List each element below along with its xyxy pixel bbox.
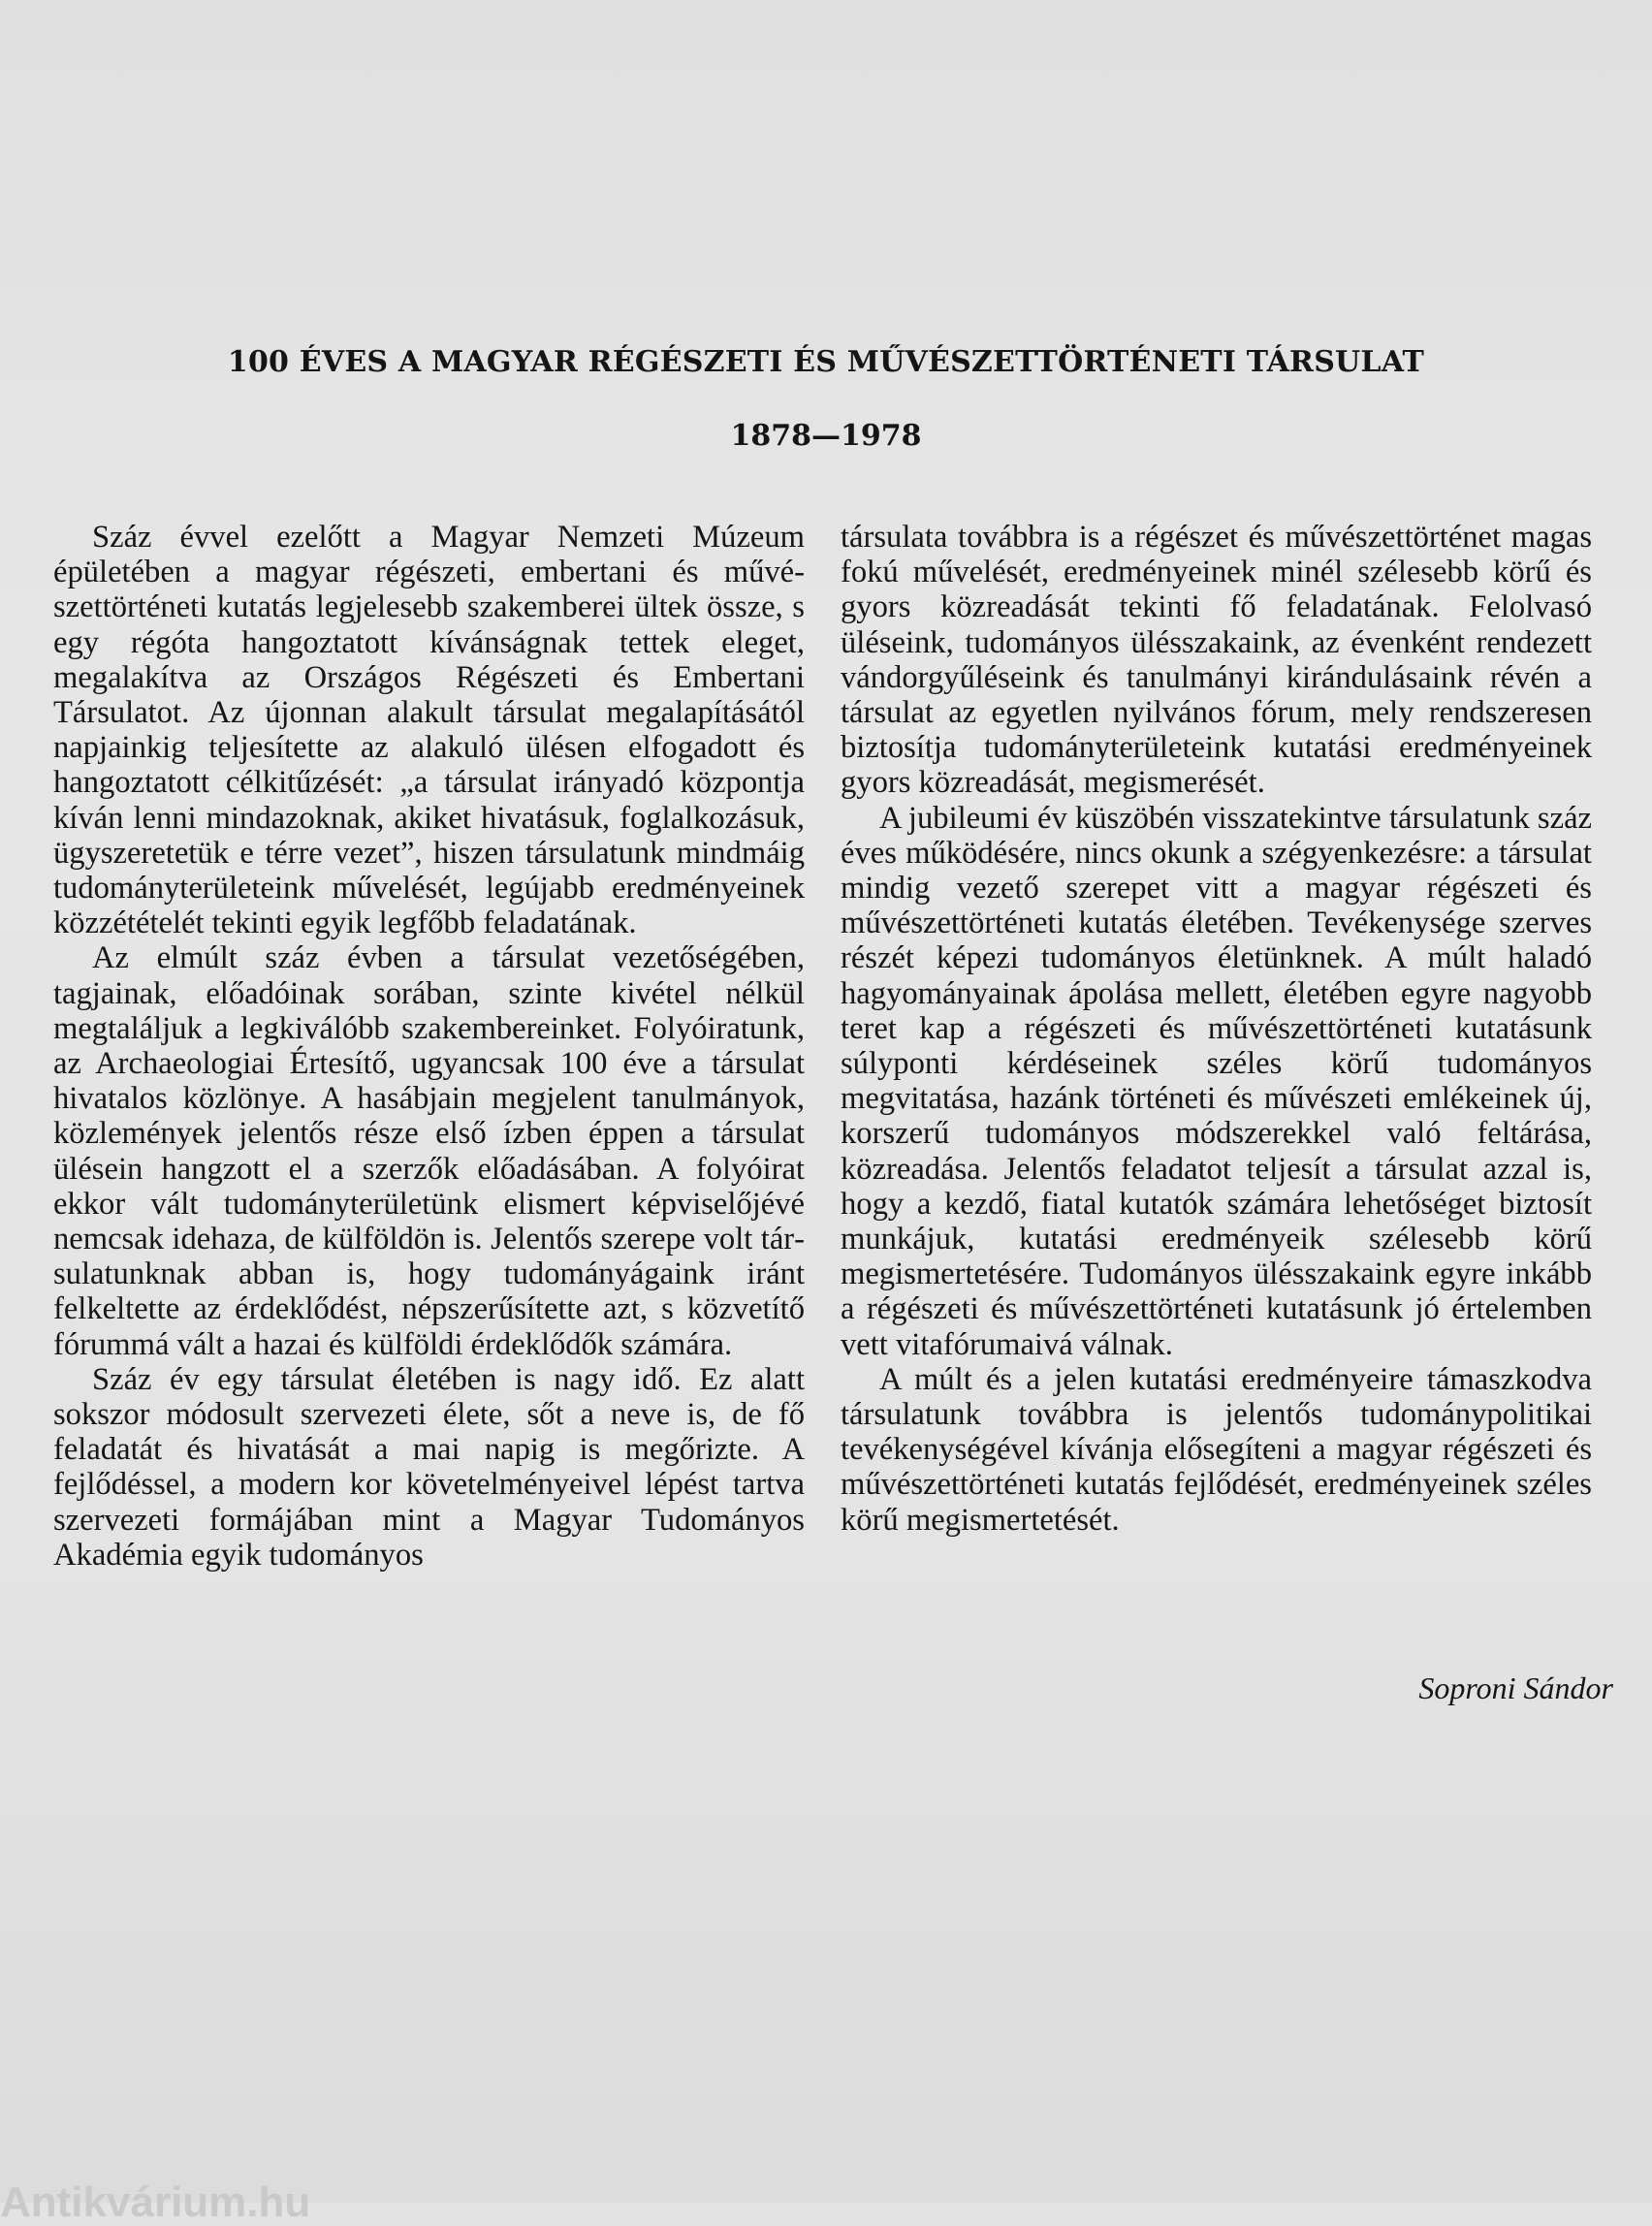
watermark: Antikvárium.hu xyxy=(0,2178,311,2226)
paragraph-1: Száz évvel ezelőtt a Magyar Nemzeti Múzeum épületében a magyar régészeti, embertani és művészettörténeti kutatás legjelesebb szakemberei ültek össze, s egy régóta hangoztatott kívánságnak tettek eleget, megalakítva az Országos Régészeti és Embertani Társulatot. Az újonnan alakult társulat megalapításától napjainkig teljesítette az alakuló ülésen elfogadott és hangoztatott célkitűzését: „a társulat irányadó központja kíván lenni mindazoknak, akiket hivatásuk, foglalkozásuk, ügyszeretetük e térre vezet”, hiszen társulatunk mindmáig tudományterületeink művelését, legújabb eredményeinek közzétételét tekinti egyik legfőbb feladatának. xyxy=(53,520,805,941)
left-column xyxy=(53,520,805,1573)
paragraph-2: Az elmúlt száz évben a társulat vezetőségében, tagjainak, előadóinak sorában, szinte kivétel nélkül megtaláljuk a legkiválóbb szakembereinket. Folyóiratunk, az Archaeologiai Értesítő, ugyancsak 100 éve a társulat hivatalos közlönye. A hasábjain megjelent tanulmányok, közlemények jelentős része első ízben éppen a társulat ülésein hangzott el a szerzők előadásában. A folyóirat ekkor vált tudományterületünk elismert képviselőjévé nemcsak idehaza, de külföldön is. Jelentős szerepe volt társulatunknak abban is, hogy tudományágaink iránt felkeltette az érdeklődést, népszerűsítette azt, s közvetítő fórummá vált a hazai és külföldi érdeklődők számára. xyxy=(53,940,805,1362)
paragraph-3: Száz év egy társulat életében is nagy idő. Ez alatt sokszor módosult szervezeti élete, sőt a neve is, de fő feladatát és hivatását a mai napig is megőrizte. A fejlődéssel, a modern kor követelményeivel lépést tartva szervezeti formájában mint a Magyar Tudományos Akadémia egyik tudományos xyxy=(53,1361,805,1573)
paragraph-5: A múlt és a jelen kutatási eredményeire támaszkodva társulatunk továbbra is jelentős tudománypolitikai tevékenységével kívánja elősegíteni a magyar régészeti és művészettörténeti kutatás fejlődését, eredményeinek széles körű megismertetését. xyxy=(841,1361,1592,1538)
paragraph-3-continued: társulata továbbra is a régészet és művészettörténet magas fokú művelését, eredményeinek minél szélesebb körű és gyors közreadását tekinti fő feladatának. Felolvasó üléseink, tudományos ülésszаkaink, az évenként rendezett vándorgyűléseink és tanulmányi kirándulásaink révén a társulat az egyetlen nyilvános fórum, mely rendszeresen biztosítja tudományterületeink kutatási eredményeinek gyors közreadását, megismerését. xyxy=(841,520,1592,801)
article-title: 100 ÉVES A MAGYAR RÉGÉSZETI ÉS MŰVÉSZETTÖRTÉNETI TÁRSULAT xyxy=(227,345,1425,379)
paragraph-4: A jubileumi év küszöbén visszatekintve társulatunk száz éves működésére, nincs okunk a szégyenkezésre: a társulat mindig vezető szerepet vitt a magyar régészeti és művészettörténeti kutatás életében. Tevékenysége szerves részét képezi tudományos életünknek. A múlt haladó hagyományainak ápolása mellett, életében egyre nagyobb teret kap a régészeti és művészettörténeti kutatásunk súlyponti kérdéseinek széles körű tudományos megvitatása, hazánk történeti és művészeti emlékeinek új, korszerű tudományos módszerekkel való feltárása, közreadása. Jelentős feladatot teljesít a társulat azzal is, hogy a kezdő, fiatal kutatók számára lehetőséget biztosít munkájuk, kutatási eredményeik szélesebb körű megismertetésére. Tudományos ülésszakaink egyre inkább a régészeti és művészettörténeti kutatásunk jó értelemben vett vitafórumaivá válnak. xyxy=(841,800,1592,1362)
article-years: 1878—1978 xyxy=(730,419,922,453)
author-signature: Soproni Sándor xyxy=(1418,1670,1613,1705)
right-column xyxy=(841,520,1592,1538)
